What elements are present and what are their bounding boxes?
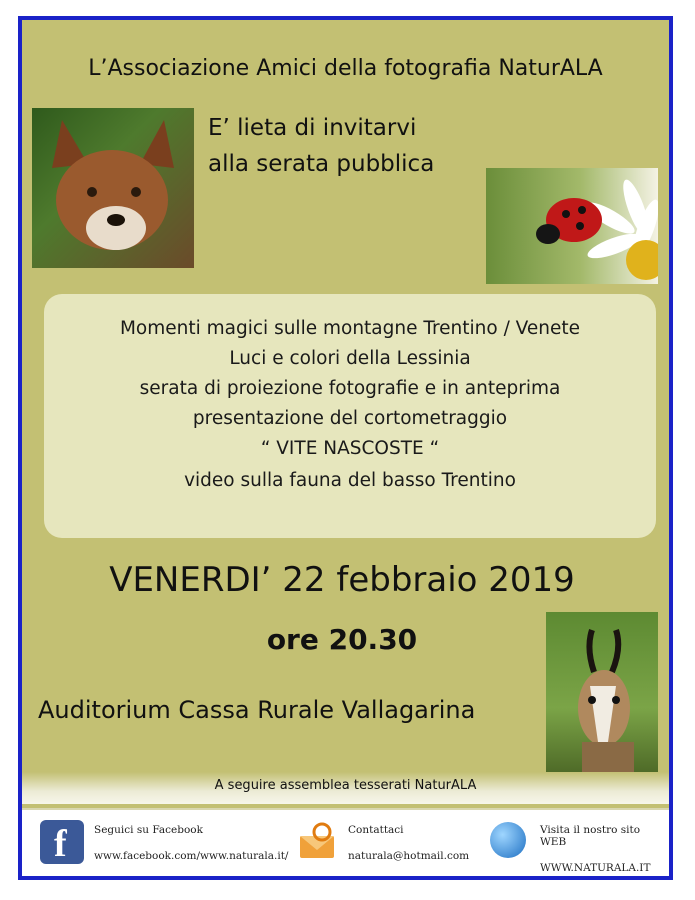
event-time: ore 20.30 (266, 623, 418, 656)
description-line-2: Luci e colori della Lessinia (229, 348, 471, 369)
event-date: VENERDI’ 22 febbraio 2019 (109, 560, 575, 600)
website-link[interactable]: WWW.NATURALA.IT (540, 862, 651, 874)
invite-line-1: E’ lieta di invitarvi (208, 115, 417, 141)
globe-icon[interactable] (490, 822, 526, 858)
description-line-3: serata di proiezione fotografie e in anteprima (139, 378, 561, 399)
fox-photo (32, 108, 194, 268)
invite-line-2: alla serata pubblica (208, 151, 435, 177)
event-venue: Auditorium Cassa Rurale Vallagarina (38, 696, 476, 724)
contact-label: Contattaci (348, 824, 404, 836)
chamois-photo (546, 612, 658, 772)
event-description-box (44, 294, 656, 538)
website-block[interactable] (540, 824, 669, 874)
facebook-link[interactable]: www.facebook.com/www.naturala.it/ (94, 850, 289, 862)
assembly-note: A seguire assemblea tesserati NaturALA (214, 778, 477, 793)
contact-email[interactable]: naturala@hotmail.com (348, 850, 470, 862)
facebook-block[interactable] (94, 824, 288, 862)
contact-block[interactable] (348, 824, 469, 862)
facebook-icon[interactable]: f (40, 820, 84, 864)
association-title: L’Associazione Amici della fotografia NaturALA (88, 56, 603, 81)
mail-icon[interactable] (298, 822, 338, 862)
description-line-1: Momenti magici sulle montagne Trentino / Venete (119, 318, 581, 339)
poster-frame (18, 16, 673, 880)
contact-footer (22, 808, 669, 880)
description-line-4: presentazione del cortometraggio (192, 408, 508, 429)
facebook-label: Seguici su Facebook (94, 824, 203, 836)
website-label: Visita il nostro sito WEB (540, 824, 641, 848)
description-line-6: video sulla fauna del basso Trentino (184, 470, 516, 491)
ladybug-photo (486, 168, 658, 284)
invite-text (208, 110, 434, 182)
film-title: “ VITE NASCOSTE “ (260, 438, 440, 459)
